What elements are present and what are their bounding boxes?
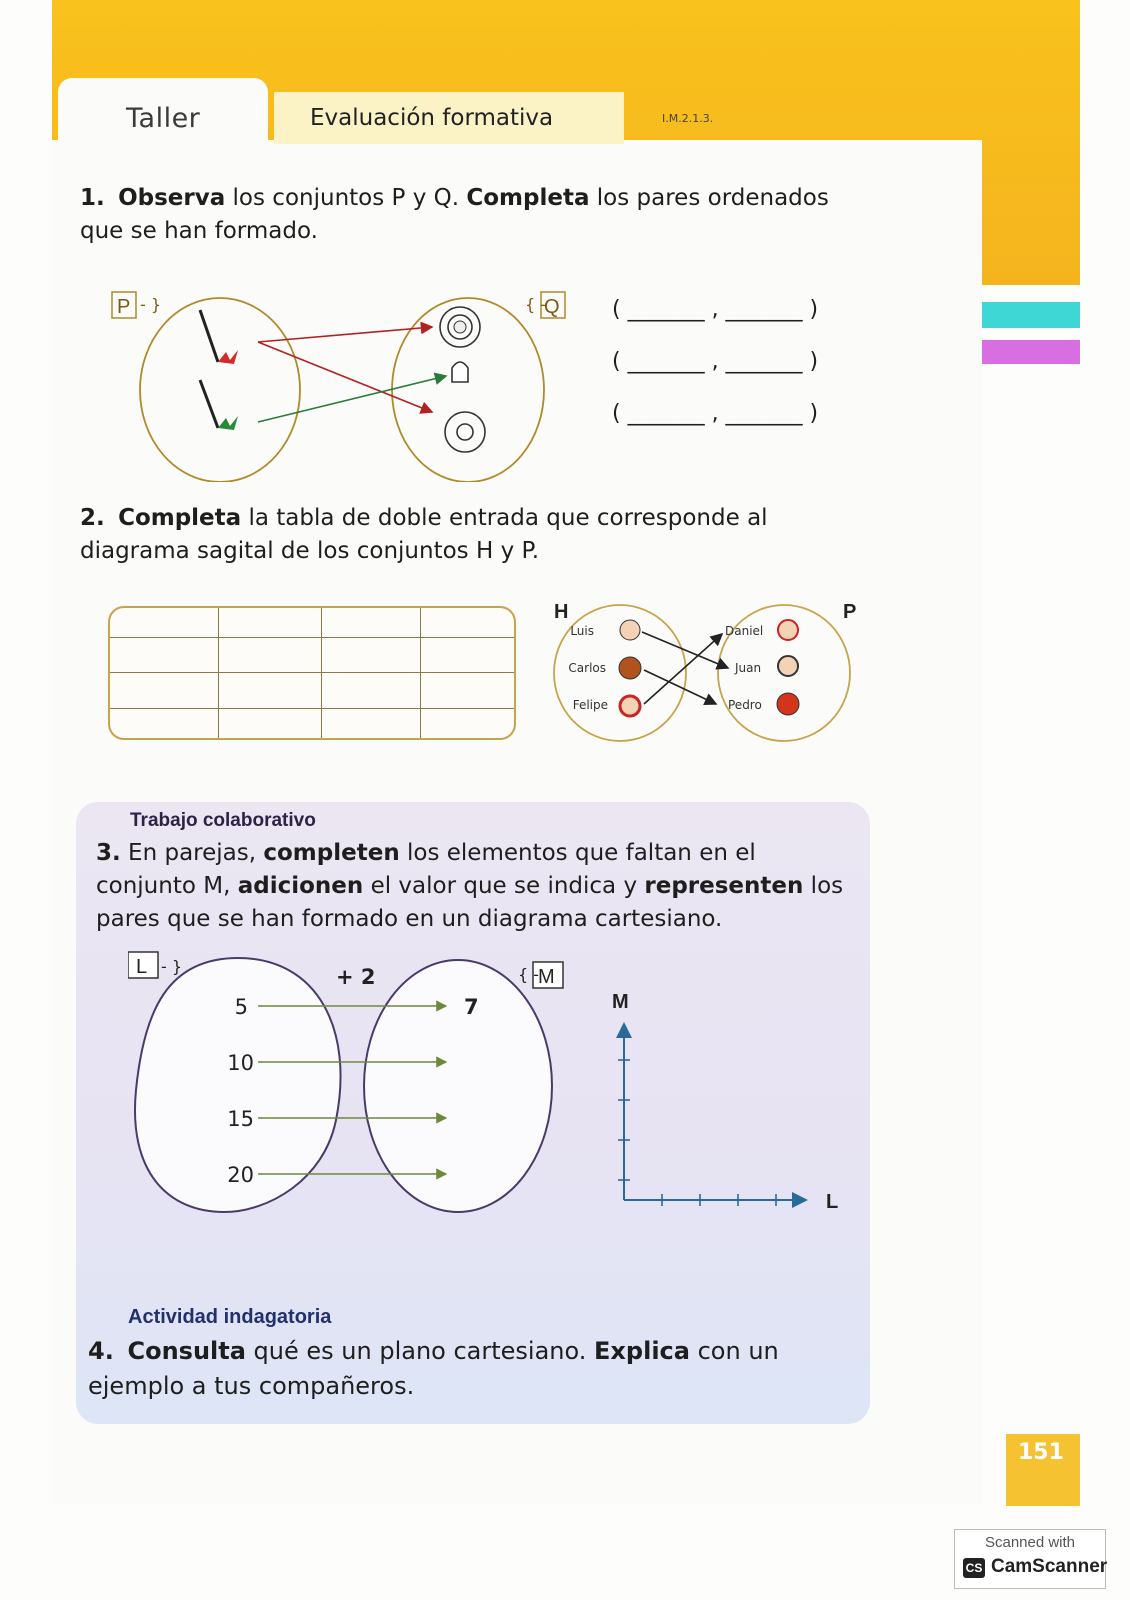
stamp-line-2: CamScanner bbox=[991, 1556, 1108, 1577]
svg-text:{ -: { - bbox=[518, 965, 540, 984]
p-name: Daniel bbox=[725, 624, 764, 638]
camscanner-logo-icon: CS bbox=[963, 1558, 985, 1578]
set-q-label: Q bbox=[544, 296, 560, 318]
question-1: 1. Observa los conjuntos P y Q. Completa los pares ordenados que se han formado. bbox=[80, 185, 829, 244]
m-value: 7 bbox=[464, 995, 479, 1019]
face-icon bbox=[777, 693, 799, 715]
scanner-stamp bbox=[954, 1529, 1106, 1589]
l-value: 15 bbox=[227, 1107, 254, 1131]
set-h-label: H bbox=[554, 601, 569, 623]
set-p2-label: P bbox=[843, 601, 857, 623]
diagram-l-m bbox=[128, 950, 578, 1230]
bird-1-body bbox=[218, 350, 238, 364]
flower-1-icon bbox=[440, 307, 480, 347]
pair-blank[interactable]: ( _______ , _______ ) bbox=[612, 401, 819, 426]
axis-y-label: M bbox=[612, 991, 629, 1013]
h-name: Luis bbox=[570, 624, 594, 638]
l-value: 10 bbox=[227, 1051, 254, 1075]
operation-label: + 2 bbox=[336, 965, 376, 989]
pair-blank[interactable]: ( _______ , _______ ) bbox=[612, 349, 819, 374]
section-title-inquiry: Actividad indagatoria bbox=[128, 1306, 332, 1328]
question-2: 2. Completa la tabla de doble entrada que corresponde al diagrama sagital de los conjuntos H y P. bbox=[80, 505, 768, 564]
diagram-p-q bbox=[100, 282, 580, 482]
flower-2-icon bbox=[452, 362, 468, 382]
p-name: Juan bbox=[735, 661, 762, 675]
stamp-line-1: Scanned with bbox=[984, 1534, 1076, 1551]
section-title-collaborative: Trabajo colaborativo bbox=[130, 810, 316, 831]
set-p-label: P bbox=[117, 296, 131, 318]
l-value: 20 bbox=[227, 1163, 254, 1187]
cyan-strip bbox=[982, 302, 1080, 328]
svg-text:{ -: { - bbox=[525, 295, 547, 314]
axis-x-label: L bbox=[826, 1191, 839, 1213]
tab-taller-label: Taller bbox=[126, 103, 201, 134]
set-m-label: M bbox=[538, 966, 555, 988]
set-l-label: L bbox=[136, 956, 148, 978]
diagram-h-p bbox=[550, 600, 860, 750]
face-icon bbox=[778, 656, 798, 676]
bird-2-icon bbox=[200, 380, 218, 428]
bird-1-icon bbox=[200, 310, 218, 362]
svg-text:- }: - } bbox=[140, 295, 162, 314]
question-4: 4. Consulta qué es un plano cartesiano. Explica con un ejemplo a tus compañeros. bbox=[88, 1337, 779, 1400]
h-name: Carlos bbox=[568, 661, 606, 675]
svg-text:- }: - } bbox=[161, 957, 183, 976]
page-number: 151 bbox=[1018, 1440, 1064, 1465]
face-icon bbox=[620, 696, 640, 716]
cartesian-axes bbox=[600, 990, 840, 1220]
curriculum-code: I.M.2.1.3. bbox=[662, 112, 714, 125]
double-entry-table bbox=[108, 606, 516, 740]
magenta-strip bbox=[982, 340, 1080, 364]
tab-evaluacion-label: Evaluación formativa bbox=[310, 105, 554, 131]
pair-blank[interactable]: ( _______ , _______ ) bbox=[612, 297, 819, 322]
face-icon bbox=[620, 620, 640, 640]
h-name: Felipe bbox=[572, 698, 608, 712]
face-icon bbox=[778, 620, 798, 640]
face-icon bbox=[619, 657, 641, 679]
l-value: 5 bbox=[234, 995, 248, 1019]
set-p-ellipse bbox=[140, 298, 300, 482]
question-3: 3. En parejas, completen los elementos que faltan en el conjunto M, adicionen el valor que se indica y representen los pares que se han formado en un diagrama cartesiano. bbox=[96, 840, 844, 932]
p-name: Pedro bbox=[728, 698, 762, 712]
set-q-ellipse bbox=[392, 298, 544, 482]
pairs-list bbox=[612, 284, 818, 440]
bird-2-body bbox=[218, 416, 238, 430]
flower-3-icon bbox=[445, 412, 485, 452]
